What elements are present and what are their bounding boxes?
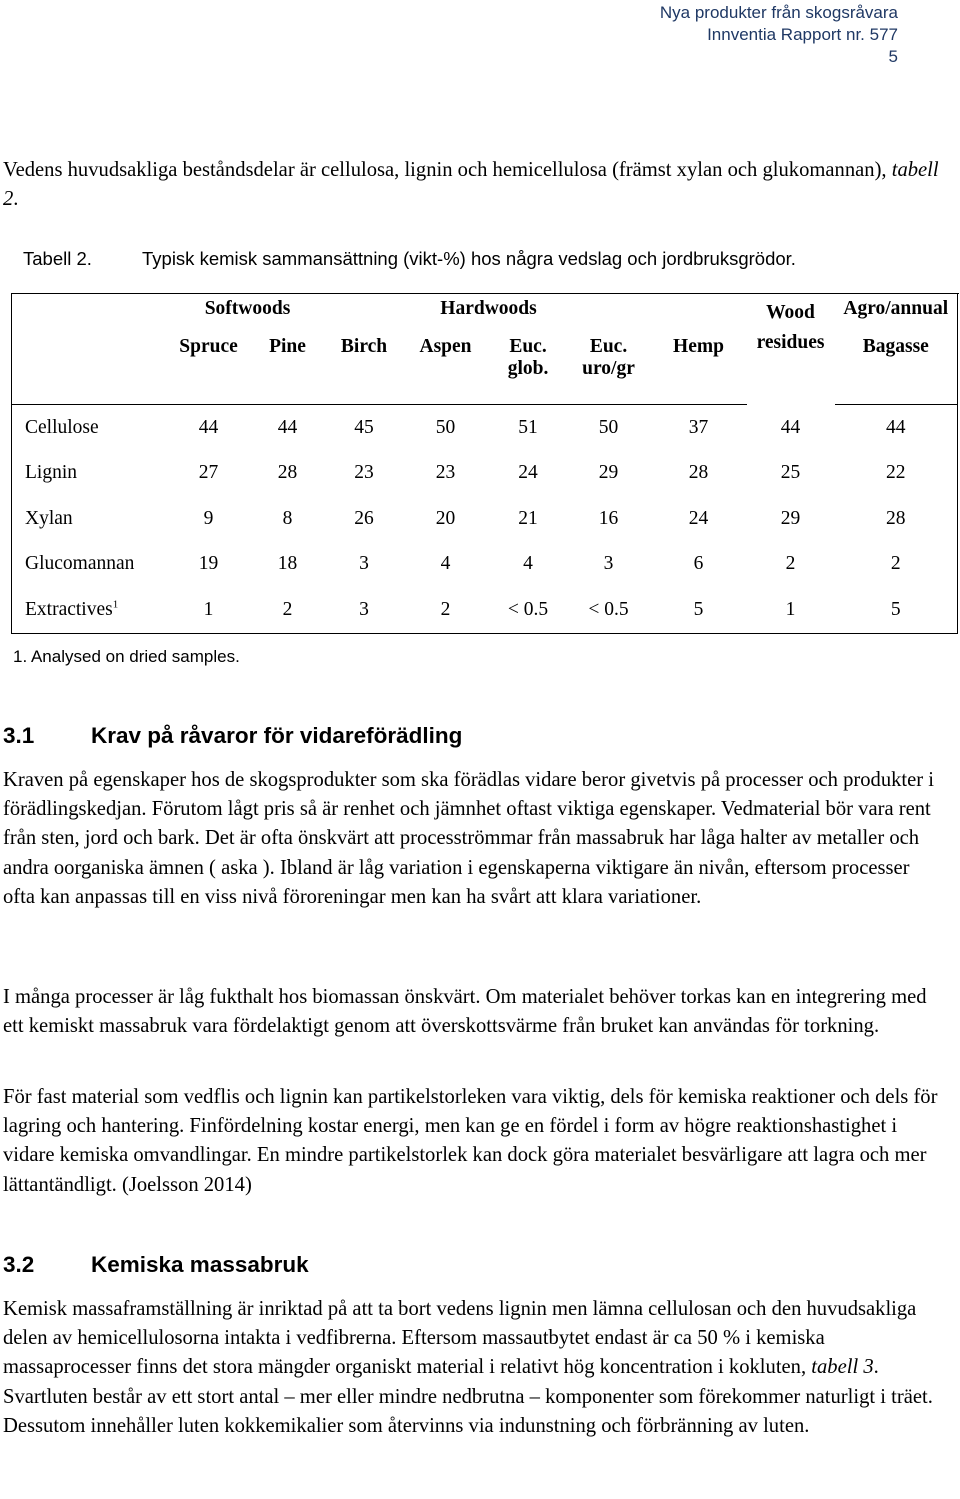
table-cell: 8 — [282, 507, 293, 529]
table-group-header — [12, 294, 958, 333]
page-number: 5 — [888, 47, 898, 66]
section-title: Kemiska massabruk — [91, 1252, 309, 1277]
table-cell: 2 — [249, 587, 327, 633]
table-cell: 9 — [203, 507, 214, 529]
col-bagasse: Bagasse — [835, 332, 958, 405]
table-cell: 21 — [518, 507, 538, 529]
table-cell: 50 — [598, 416, 619, 438]
col-spruce: Spruce — [169, 332, 249, 405]
group-softwoods: Softwoods — [169, 294, 327, 333]
table-cell: 1 — [747, 587, 835, 633]
table-cell: 4 — [440, 553, 451, 575]
table-cell: 29 — [598, 462, 619, 484]
row-label: Cellulose — [12, 405, 169, 451]
table-row — [12, 587, 958, 633]
col-euc-glob — [490, 332, 567, 405]
table-cell: < 0.5 — [567, 587, 651, 633]
table-cell: 6 — [693, 553, 704, 575]
table-cell: 23 — [435, 462, 456, 484]
col-euc-glob-line2: glob. — [507, 358, 549, 379]
table-cell: 3 — [359, 553, 369, 575]
table-row — [12, 542, 958, 588]
table-cell: 1 — [169, 587, 249, 633]
residues-label: residues — [756, 332, 825, 353]
table-cell: 5 — [835, 587, 958, 633]
section-3-1-paragraph-1: Kraven på egenskaper hos de skogsprodukter som ska förädlas vidare beror givetvis på processer och produkter i förädlingskedjan. Förutom lågt pris så är renhet och jämnhet oftast viktiga egenskaper. Vedmaterial bör vara rent från sten, jord och bark. Det är ofta önskvärt att procesströmmar från massabruk har låga halter av metaller och andra oorganiska ämnen ( aska ). Ibland är låg variation i egenskaperna viktigare än nivån, eftersom processer ofta kan anpassas till en viss nivå föroreningar men kan ha svårt att klara variationer. — [3, 769, 935, 908]
row-label: Glucomannan — [12, 542, 169, 588]
intro-paragraph — [3, 156, 943, 214]
table-cell: 28 — [688, 462, 709, 484]
running-header — [660, 2, 898, 68]
table-cell: 18 — [277, 553, 298, 575]
table-footnote: 1. Analysed on dried samples. — [13, 647, 240, 666]
table-caption-label: Tabell 2. — [23, 248, 92, 269]
table-cell: 37 — [688, 416, 709, 438]
section-3-2-text-before: Kemisk massaframställning är inriktad på att ta bort vedens lignin men lämna cellulosan och den huvudsakliga delen av hemicellulosorna intakta i vedfibrerna. Eftersom massautbytet endast är ca 50 % i kemiska massaprocesser finns det stora mängder organiskt material i relativt hög koncentration i kokluten, — [3, 1298, 917, 1379]
table-cell: 23 — [354, 462, 374, 484]
footnote-marker: 1 — [112, 598, 119, 611]
group-wood-residues — [747, 294, 835, 405]
row-label — [12, 587, 169, 633]
group-hardwoods: Hardwoods — [327, 294, 651, 333]
table-row — [12, 405, 958, 451]
table-cell: 4 — [523, 553, 533, 575]
table-cell: 44 — [277, 416, 298, 438]
table-cell: 5 — [651, 587, 747, 633]
section-number: 3.2 — [3, 1252, 35, 1277]
table-cell: 44 — [198, 416, 219, 438]
col-aspen: Aspen — [402, 332, 490, 405]
section-number: 3.1 — [3, 723, 35, 748]
table-cell: < 0.5 — [490, 587, 567, 633]
col-hemp: Hemp — [651, 332, 747, 405]
col-euc-uro-line1: Euc. — [589, 336, 628, 357]
report-number: Innventia Rapport nr. 577 — [707, 25, 898, 44]
table-cell: 19 — [198, 553, 219, 575]
table-cell: 28 — [277, 462, 298, 484]
table-cell: 27 — [198, 462, 219, 484]
row-label-text: Extractives — [25, 598, 113, 620]
table-cell: 2 — [402, 587, 490, 633]
table-cell: 26 — [354, 507, 374, 529]
composition-table — [11, 293, 958, 634]
wood-label: Wood — [766, 302, 815, 323]
table-cell: 45 — [354, 416, 374, 438]
table-cell: 24 — [688, 507, 709, 529]
intro-end: . — [13, 188, 19, 211]
table-row — [12, 451, 958, 497]
table-caption-text: Typisk kemisk sammansättning (vikt-%) hos några vedslag och jordbruksgrödor. — [142, 248, 796, 269]
table-cell: 51 — [518, 416, 538, 438]
table-reference: tabell 3 — [811, 1356, 874, 1379]
intro-text: Vedens huvudsakliga beståndsdelar är cellulosa, lignin och hemicellulosa (främst xylan och glukomannan), — [3, 159, 892, 181]
group-agro-annual: Agro/annual — [835, 294, 958, 333]
section-heading-3-2 — [3, 1252, 309, 1278]
section-3-1-paragraph-3: För fast material som vedflis och lignin kan partikelstorleken vara viktig, dels för kemiska reaktioner och dels för lagring och hantering. Finfördelning kostar energi, men kan ge en fördel i form av högre reaktionshastighet i vidare kemiska omvandlingar. En mindre partikelstorlek kan dock göra materialet besvärligare att lagra och mer lättantändligt. (Joelsson 2014) — [3, 1086, 938, 1196]
table-cell: 25 — [780, 462, 801, 484]
section-heading-3-1 — [3, 723, 462, 749]
section-title: Krav på råvaror för vidareförädling — [91, 723, 463, 748]
col-euc-uro — [567, 332, 651, 405]
row-label: Lignin — [12, 451, 169, 497]
table-cell: 2 — [785, 553, 796, 575]
table-row — [12, 496, 958, 542]
col-pine: Pine — [249, 332, 327, 405]
table-cell: 3 — [327, 587, 402, 633]
col-birch: Birch — [327, 332, 402, 405]
table-cell: 50 — [435, 416, 456, 438]
table-cell: 28 — [835, 496, 958, 542]
table-cell: 44 — [780, 416, 801, 438]
col-euc-uro-line2: uro/gr — [582, 358, 635, 379]
table-cell: 44 — [835, 405, 958, 451]
section-3-2-paragraph — [3, 1295, 943, 1441]
section-3-2-text-after: . Svartluten består av ett stort antal – mer eller mindre nedbrutna – komponenter som förekommer naturligt i träet. Dessutom innehåller luten kokkemikalier som återvinns via indunstning och förbränning av luten. — [3, 1356, 933, 1437]
row-label: Xylan — [12, 496, 169, 542]
table-cell: 22 — [835, 451, 958, 497]
table-cell: 3 — [603, 553, 614, 575]
table-cell: 2 — [835, 542, 958, 588]
table-cell: 20 — [435, 507, 456, 529]
col-euc-glob-line1: Euc. — [509, 336, 547, 357]
table-cell: 29 — [780, 507, 801, 529]
section-3-1-paragraph-2: I många processer är låg fukthalt hos biomassan önskvärt. Om materialet behöver torkas kan en integrering med ett kemiskt massabruk vara fördelaktigt genom att överskottsvärme från bruket kan användas för torkning. — [3, 986, 927, 1038]
table-cell: 24 — [518, 462, 538, 484]
table-cell: 16 — [598, 507, 619, 529]
report-title: Nya produkter från skogsråvara — [659, 3, 898, 22]
table-reference: tabell 2 — [3, 159, 939, 211]
